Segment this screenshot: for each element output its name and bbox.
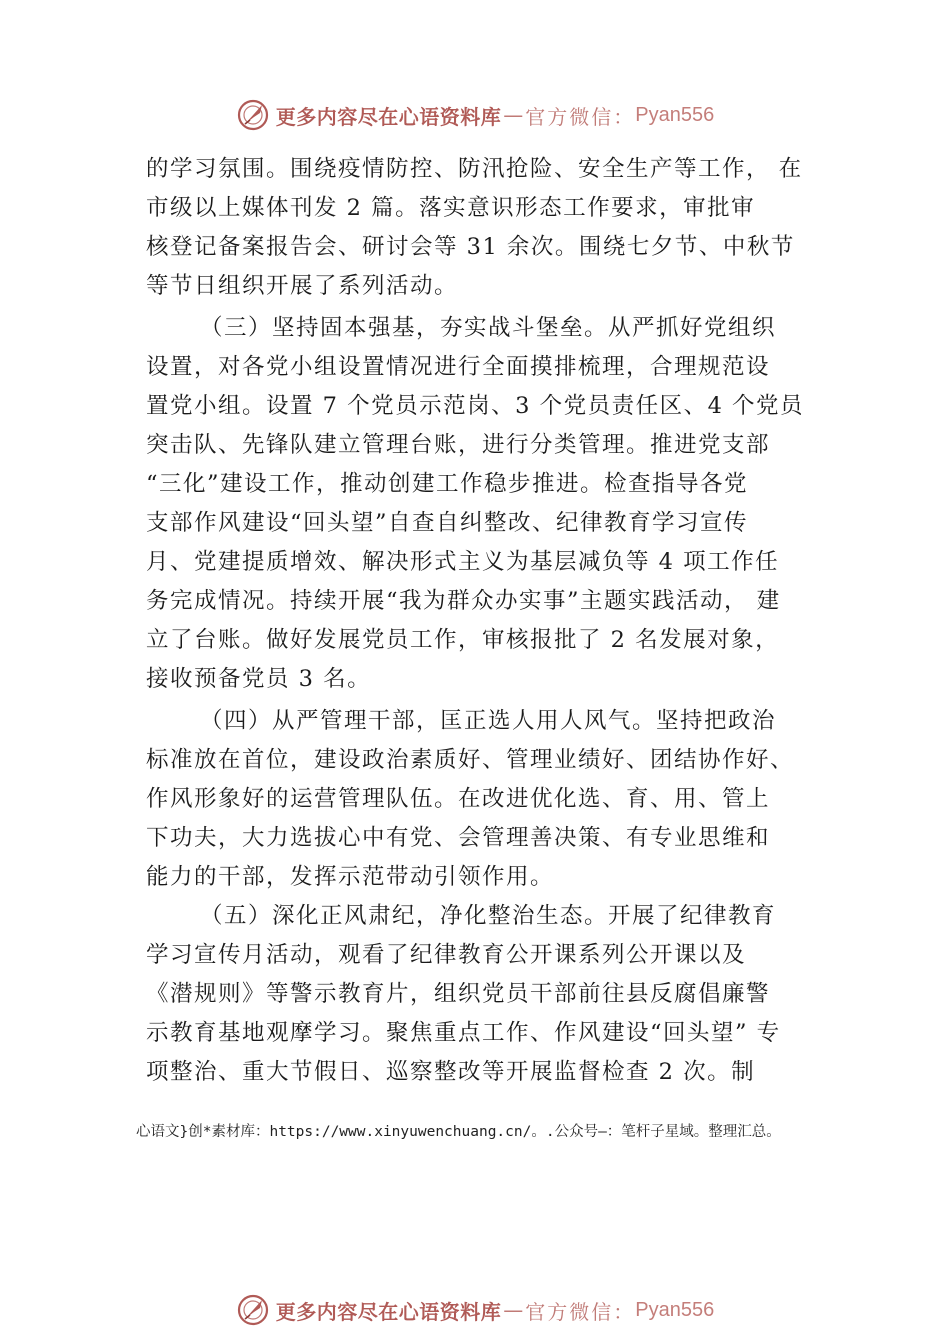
banner-label: 官方微信：: [525, 104, 636, 129]
banner-title: 更多内容尽在心语资料库: [275, 1299, 502, 1324]
text-line: 设置，对各党小组设置情况进行全面摸排梳理，合理规范设: [146, 354, 771, 380]
text-line: 突击队、先锋队建立管理台账，进行分类管理。推进党支部: [146, 432, 771, 458]
quill-logo-icon: [236, 1293, 270, 1327]
text-line: 市级以上媒体刊发 2 篇。落实意识形态工作要求，审批审: [146, 195, 756, 221]
text-line: 等节日组织开展了系列活动。: [146, 273, 459, 299]
banner-separator: —: [503, 103, 524, 127]
text-line: 的学习氛围。围绕疫情防控、防汛抢险、安全生产等工作， 在: [146, 156, 803, 182]
banner-label: 官方微信：: [525, 1299, 636, 1324]
paragraph: [146, 702, 836, 897]
text-line: 务完成情况。持续开展“我为群众办实事”主题实践活动， 建: [146, 588, 781, 614]
banner-separator: —: [503, 1298, 524, 1322]
text-line: （四）从严管理干部，匡正选人用人风气。坚持把政治: [200, 708, 777, 734]
paragraph: [146, 309, 836, 699]
banner-wechat-id: Pyan556: [635, 103, 715, 126]
text-line: 立了台账。做好发展党员工作，审核报批了 2 名发展对象，: [146, 627, 780, 653]
text-line: 作风形象好的运营管理队伍。在改进优化选、育、用、管上: [146, 786, 771, 812]
header-banner: [0, 95, 950, 135]
text-line: 核登记备案报告会、研讨会等 31 余次。围绕七夕节、中秋节: [146, 234, 795, 260]
text-line: 《潜规则》等警示教育片，组织党员干部前往县反腐倡廉警: [146, 981, 771, 1007]
text-line: 月、党建提质增效、解决形式主义为基层减负等 4 项工作任: [146, 549, 780, 575]
quill-logo-icon: [236, 98, 270, 132]
text-line: 示教育基地观摩学习。聚焦重点工作、作风建设“回头望” 专: [146, 1020, 781, 1046]
paragraph: [146, 897, 836, 1092]
text-line: 支部作风建设“回头望”自查自纠整改、纪律教育学习宣传: [146, 510, 749, 536]
text-line: 学习宣传月活动，观看了纪律教育公开课系列公开课以及: [146, 942, 747, 968]
banner-title: 更多内容尽在心语资料库: [275, 104, 502, 129]
text-line: 标准放在首位，建设政治素质好、管理业绩好、团结协作好、: [146, 747, 795, 773]
document-body: [146, 150, 836, 1092]
text-line: （三）坚持固本强基，夯实战斗堡垒。从严抓好党组织: [200, 315, 777, 341]
text-line: 项整治、重大节假日、巡察整改等开展监督检查 2 次。制: [146, 1059, 756, 1085]
text-line: （五）深化正风肃纪，净化整治生态。开展了纪律教育: [200, 903, 777, 929]
source-note: 心语文}创*素材库：https://www.xinyuwenchuang.cn/。.公众号—：笔杆子星域。整理汇总。: [136, 1124, 781, 1140]
text-line: 能力的干部，发挥示范带动引领作用。: [146, 864, 555, 890]
banner-wechat-id: Pyan556: [635, 1298, 715, 1321]
text-line: 接收预备党员 3 名。: [146, 666, 372, 692]
footer-banner: [0, 1290, 950, 1330]
text-line: “三化”建设工作，推动创建工作稳步推进。检查指导各党: [146, 471, 749, 497]
text-line: 下功夫，大力选拔心中有党、会管理善决策、有专业思维和: [146, 825, 771, 851]
paragraph: [146, 150, 836, 306]
text-line: 置党小组。设置 7 个党员示范岗、3 个党员责任区、4 个党员: [146, 393, 805, 419]
